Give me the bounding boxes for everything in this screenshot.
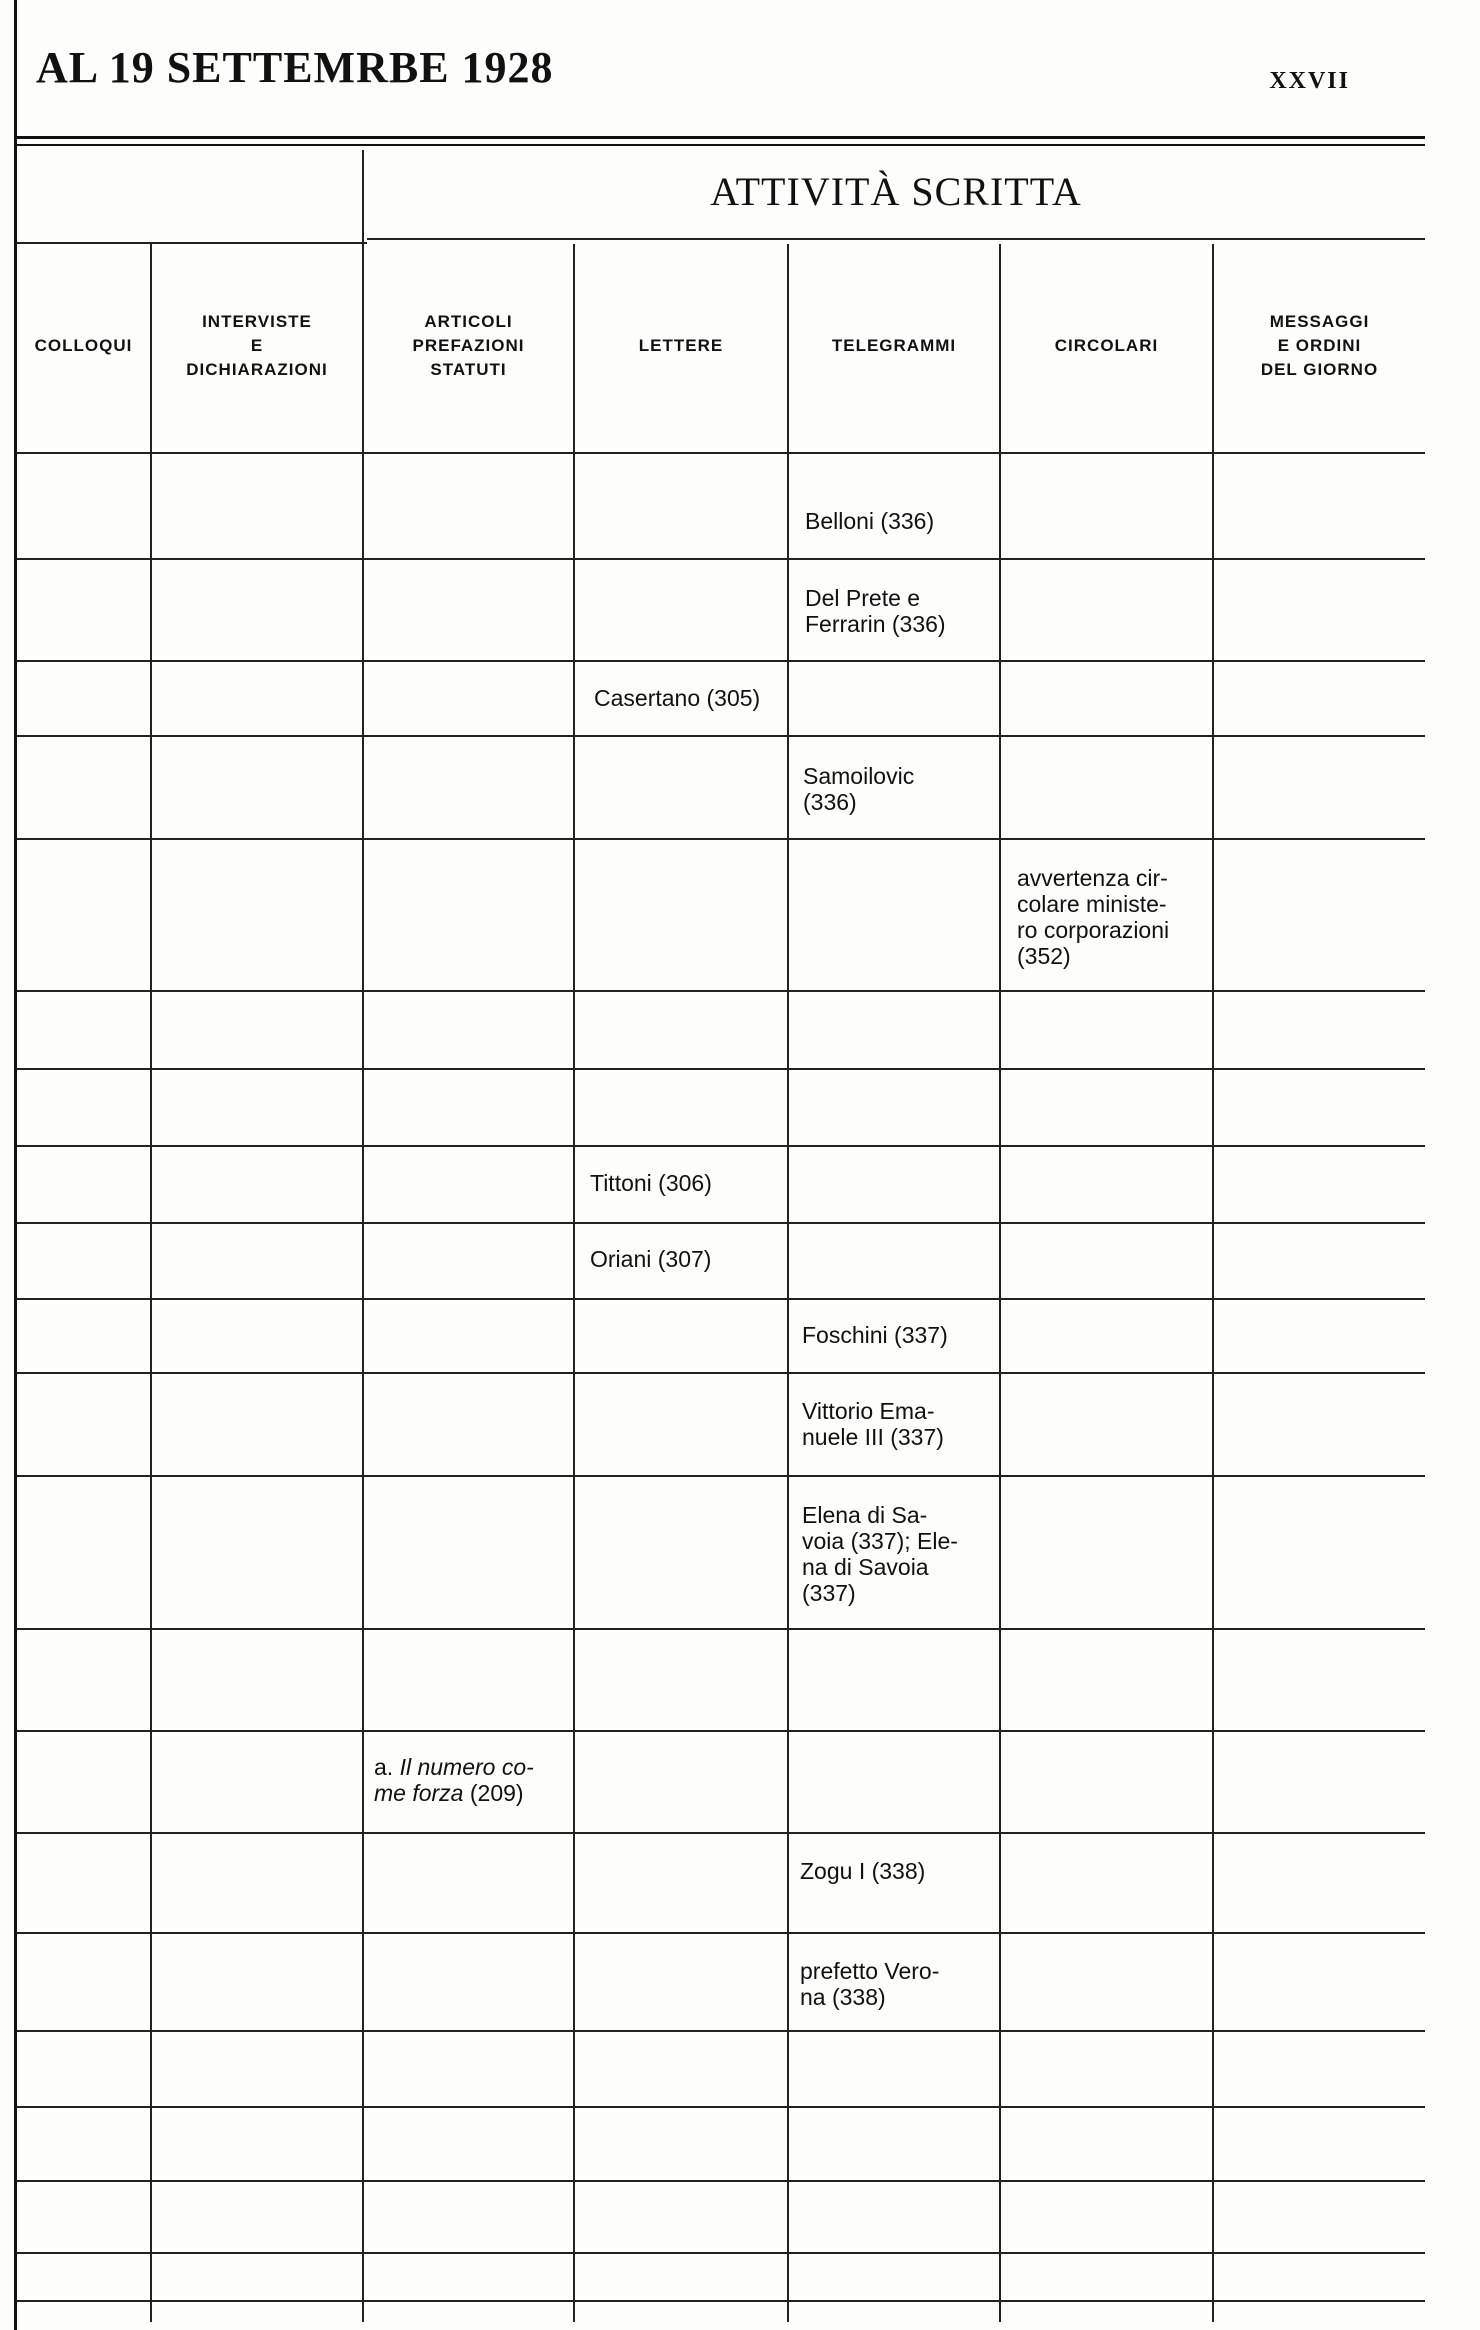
column-header-colloqui: COLLOQUI bbox=[34, 336, 133, 355]
left-header-underline bbox=[17, 242, 367, 244]
telegram-entry: Foschini (337) bbox=[802, 1322, 948, 1348]
article-entry-prefix: a. bbox=[374, 1754, 400, 1780]
header-rule-thin bbox=[17, 144, 1425, 146]
letter-entry: Oriani (307) bbox=[590, 1246, 712, 1272]
page-number: XXVII bbox=[1269, 68, 1350, 94]
column-divider bbox=[787, 244, 789, 2322]
telegram-entry: Vittorio Ema- nuele III (337) bbox=[802, 1398, 944, 1450]
article-entry-title: Il numero co- me forza bbox=[374, 1754, 534, 1806]
telegram-entry: Samoilovic (336) bbox=[803, 763, 915, 815]
title-underline bbox=[367, 238, 1425, 240]
circular-entry: avvertenza cir- colare ministe- ro corporazioni (352) bbox=[1017, 865, 1170, 969]
column-header-messaggi: MESSAGGI E ORDINI DEL GIORNO bbox=[1260, 312, 1379, 379]
column-header-telegrammi: TELEGRAMMI bbox=[831, 336, 957, 355]
header-rule bbox=[17, 136, 1425, 139]
column-divider bbox=[1212, 244, 1214, 2322]
running-header-date: AL 19 SETTEMRBE 1928 bbox=[36, 43, 554, 92]
article-entry bbox=[374, 1754, 534, 1806]
column-header-interviste: INTERVISTE E DICHIARAZIONI bbox=[186, 312, 328, 379]
column-divider bbox=[150, 244, 152, 2322]
telegram-entry: Elena di Sa- voia (337); Ele- na di Savoia (337) bbox=[802, 1502, 958, 1606]
column-divider bbox=[999, 244, 1001, 2322]
column-header-circolari: CIRCOLARI bbox=[1054, 336, 1159, 355]
column-header-lettere: LETTERE bbox=[638, 336, 724, 355]
letter-entry: Casertano (305) bbox=[594, 685, 761, 711]
section-title: ATTIVITÀ SCRITTA bbox=[710, 169, 1082, 214]
letter-entry: Tittoni (306) bbox=[590, 1170, 712, 1196]
column-header-articoli: ARTICOLI PREFAZIONI STATUTI bbox=[412, 312, 525, 379]
column-divider-major bbox=[362, 150, 364, 2322]
telegram-entry: prefetto Vero- na (338) bbox=[800, 1958, 940, 2010]
telegram-entry: Zogu I (338) bbox=[800, 1858, 926, 1884]
telegram-entry: Del Prete e Ferrarin (336) bbox=[805, 585, 946, 637]
article-entry-suffix: (209) bbox=[463, 1780, 524, 1806]
column-divider bbox=[573, 244, 575, 2322]
telegram-entry: Belloni (336) bbox=[805, 508, 935, 534]
